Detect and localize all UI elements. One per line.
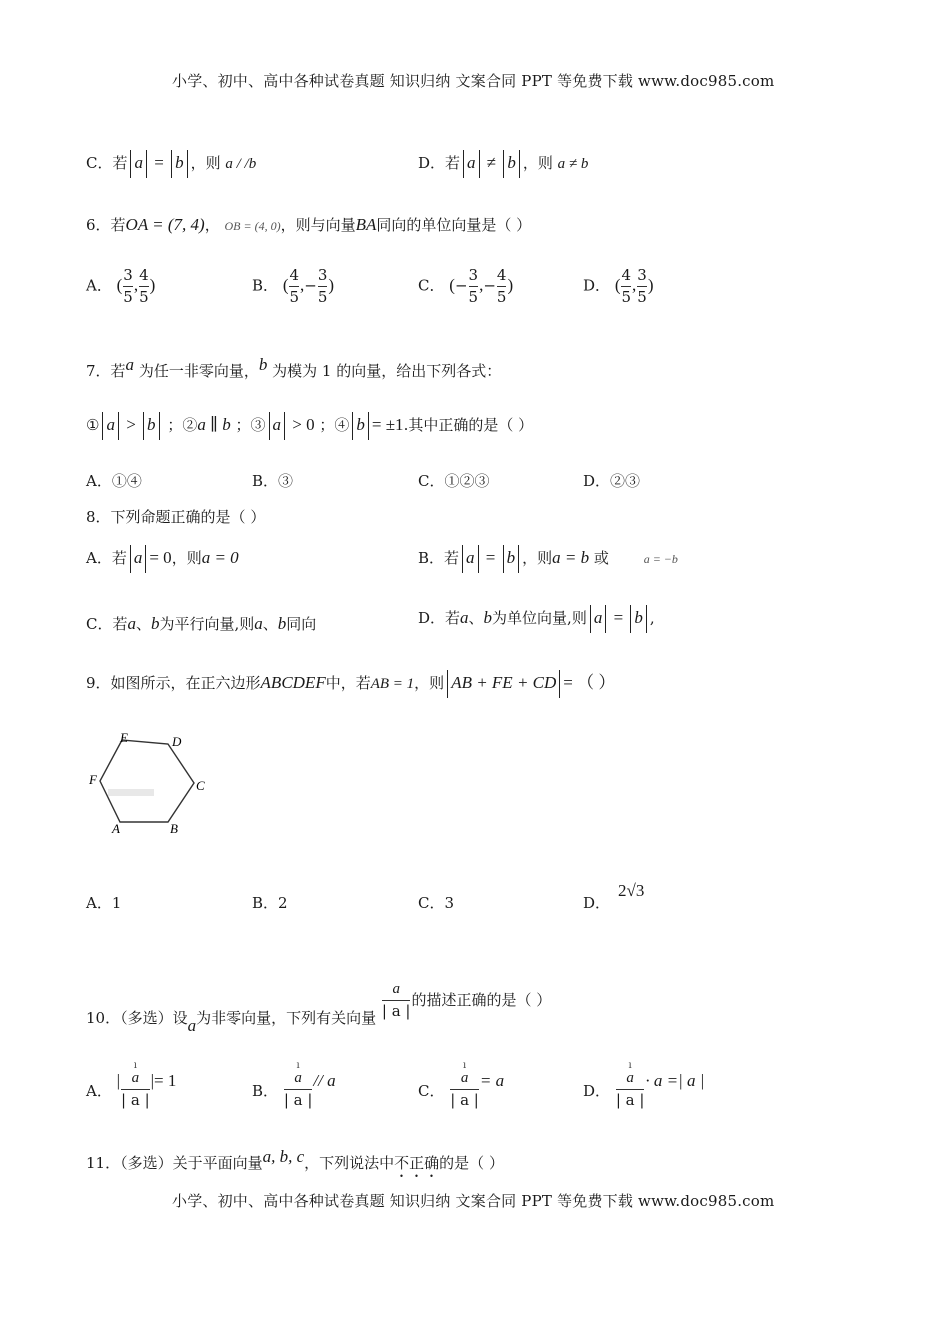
q5-option-c: C．若 a = b ，则 a / /b: [86, 150, 256, 178]
q6-option-b: B． ( $\frac{4}{5}$ ,− $\frac{3}{5}$ ): [252, 266, 335, 306]
q6-stem: 6．若OA = (7, 4)， OB = (4, 0)，则与向量BA同向的单位向量是（ ）: [86, 215, 532, 234]
vertex-label-b: B: [170, 821, 178, 836]
q5-option-d: D．若 a ≠ b ，则 a ≠ b: [418, 150, 588, 178]
vertex-label-f: F: [89, 772, 97, 787]
q10-option-a: A． |ı a | a | |= 1: [86, 1060, 177, 1109]
q8-option-b: B．若 a = b ，则a = b 或 a = −b: [418, 545, 678, 573]
q10-option-d: D． ı a | a | · a =| a |: [583, 1060, 705, 1109]
q5-d-conclusion: a ≠ b: [557, 156, 589, 172]
q7-option-c: C．①②③: [418, 472, 490, 490]
q5-c-conclusion: a / /b: [225, 156, 257, 172]
q7-stem: 7．若a 为任一非零向量，b 为模为 1 的向量，给出下列各式：: [86, 355, 502, 380]
q6-option-d: D． ( $\frac{4}{5}$ , $\frac{3}{5}$ ): [583, 266, 654, 306]
vertex-label-e: E: [120, 730, 128, 745]
q10-option-c: C． ı a | a | = a: [418, 1060, 505, 1109]
vertex-label-d: D: [172, 734, 182, 749]
vertex-label-c: C: [196, 778, 205, 793]
q7-formulas: ① a > b ；②a ∥ b ；③ a > 0 ；④ b = ±1.其中正确的是（ ）: [86, 412, 533, 440]
figure-smudge: [108, 789, 154, 796]
q8-option-c: C．若a、b为平行向量,则a、b同向: [86, 614, 317, 633]
q11-emphasis: 不正确: [394, 1154, 440, 1172]
q8-option-a: A．若 a = 0，则a = 0: [86, 545, 239, 573]
hexagon-figure: [84, 725, 224, 840]
q9-option-d: D．2√3: [583, 881, 645, 912]
q7-option-b: B．③: [252, 472, 294, 490]
page-footer: 小学、初中、高中各种试卷真题 知识归纳 文案合同 PPT 等免费下载 www.doc985.com: [172, 1192, 775, 1210]
q8-option-d: D．若a、b为单位向量,则 a = b ,: [418, 605, 655, 633]
hexagon-shape: [100, 740, 194, 822]
q6-option-c: C． (− $\frac{3}{5}$ ,− $\frac{4}{5}$ ): [418, 266, 514, 306]
vertex-label-a: A: [112, 821, 120, 836]
q8-stem: 8．下列命题正确的是（ ）: [86, 508, 266, 526]
page-header: 小学、初中、高中各种试卷真题 知识归纳 文案合同 PPT 等免费下载 www.doc985.com: [172, 72, 775, 90]
q6-option-a: A． ( $\frac{3}{5}$ , $\frac{4}{5}$ ): [86, 266, 156, 306]
q7-option-d: D．②③: [583, 472, 641, 490]
q7-option-a: A．①④: [86, 472, 142, 490]
q10-option-b: B． ı a | a | // a: [252, 1060, 336, 1109]
q10-stem: 10．（多选）设a为非零向量，下列有关向量 $\frac{a}{| a |}$ 的描述正确的是（ ）: [86, 981, 552, 1035]
q9-stem: 9．如图所示，在正六边形ABCDEF中，若AB = 1，则 AB + FE + CD = （ ）: [86, 668, 615, 698]
q9-option-b: B．2: [252, 894, 288, 912]
q9-option-c: C．3: [418, 894, 455, 912]
q9-option-a: A．1: [86, 894, 122, 912]
q11-stem: 11．（多选）关于平面向量a, b, c，下列说法中不正确的是（ ）: [86, 1147, 504, 1172]
